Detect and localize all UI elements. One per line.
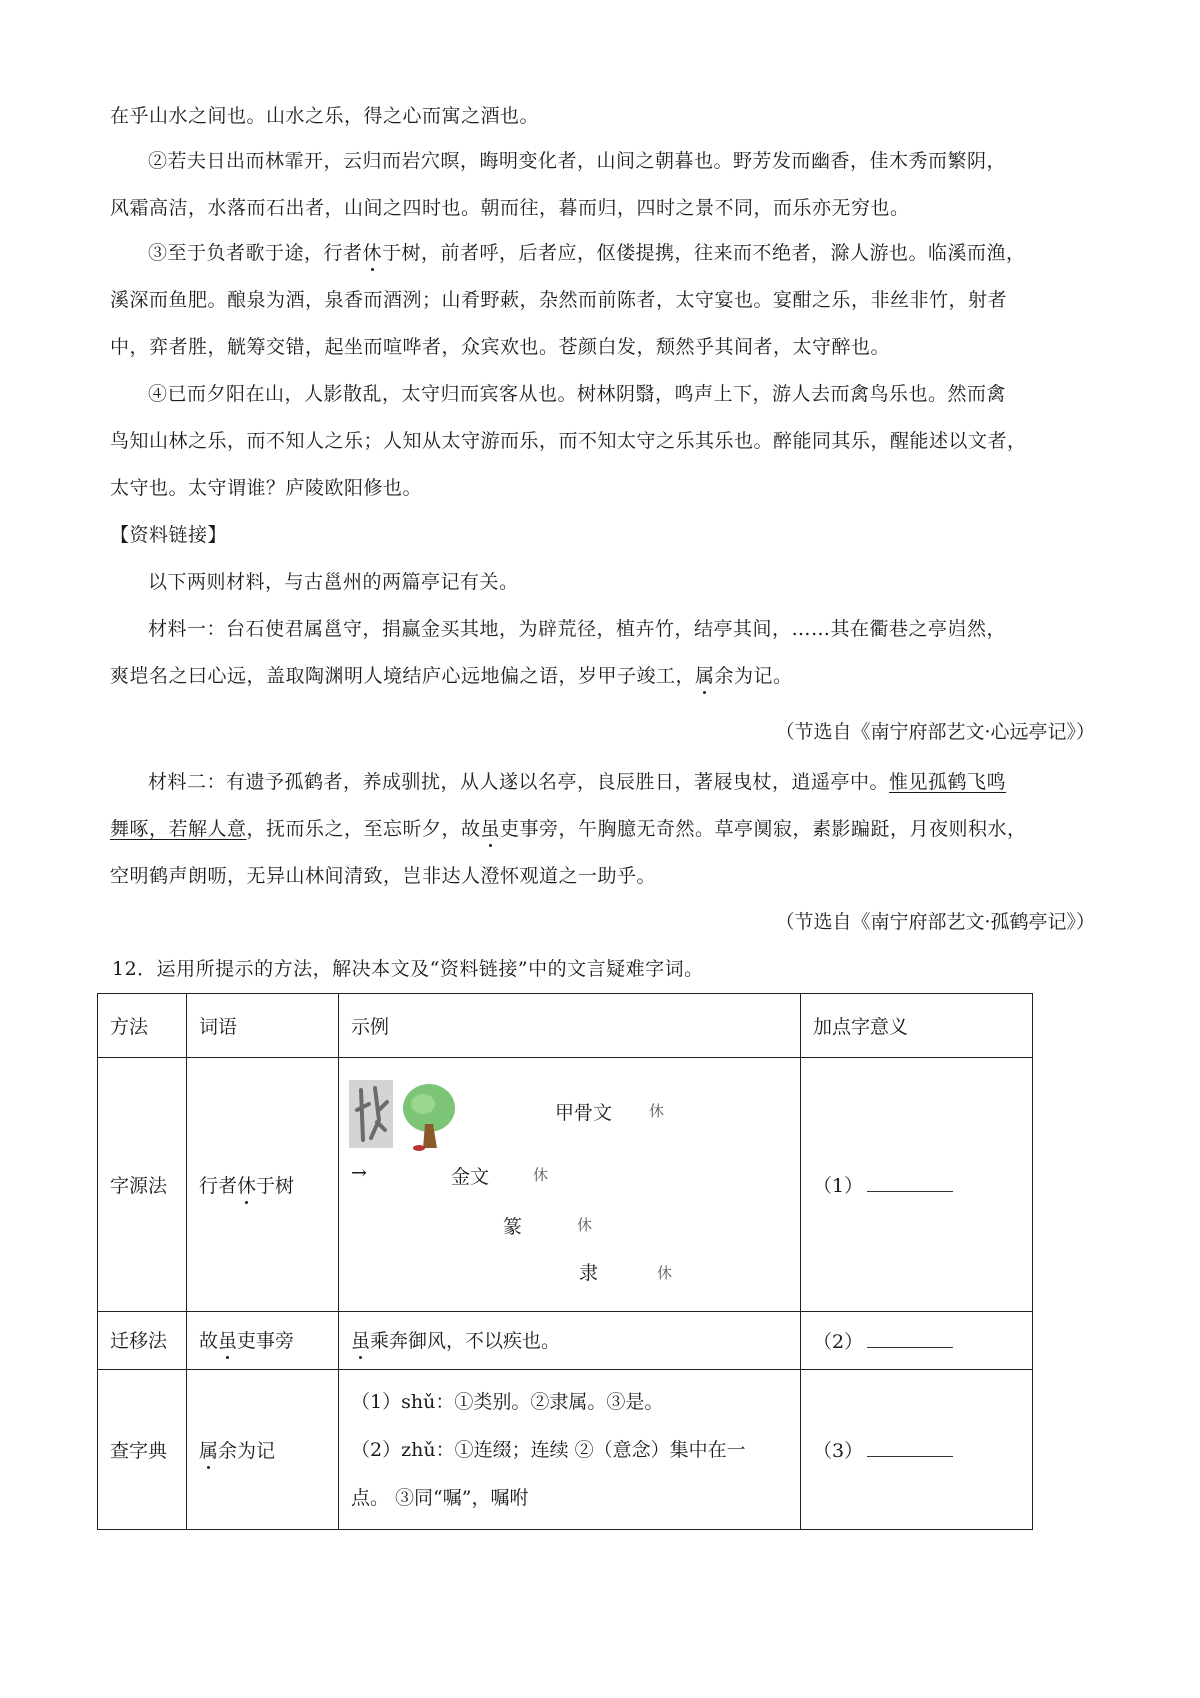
answer-label: （3） [813,1440,864,1462]
passage-line: 中，弈者胜，觥筹交错，起坐而喧哗者，众宾欢也。苍颜白发，颓然乎其间者，太守醉也。 [110,336,891,358]
passage-line: 风霜高洁，水落而石出者，山间之四时也。朝而往，暮而归，四时之景不同，而乐亦无穷也。 [110,197,910,219]
seal-glyph: 休 [577,1215,593,1234]
text-segment: 余为记。 [714,665,793,687]
oracle-glyph: 休 [649,1101,665,1120]
text-segment: 乘奔御风，不以疾也。 [370,1330,561,1352]
header-cell: 加点字意义 [801,994,1033,1058]
table-row [98,1312,1033,1370]
answer-label: （1） [813,1175,864,1197]
material-two-source: （节选自《南宁府部艺文·孤鹤亭记》） [775,911,1095,933]
text-segment: 吏事旁 [237,1330,295,1352]
method-cell: 迁移法 [98,1312,187,1370]
dotted-char: 属 [199,1440,219,1462]
underlined-text: 惟见孤鹤飞鸣 [889,771,1007,793]
text-segment: 材料二：有遗予孤鹤者，养成驯扰，从人遂以名亭，良辰胜日，著屐曳杖，逍遥亭中。 [148,771,890,793]
material-two-line: 空明鹤声朗呖，无异山林间清致，岂非达人澄怀观道之一助乎。 [110,865,657,887]
material-two-line [110,817,1027,841]
method-cell: 查字典 [98,1370,187,1530]
text-segment: 爽垲名之曰心远，盖取陶渊明人境结庐心远地偏之语，岁甲子竣工， [110,665,696,687]
text-segment: 余为记 [218,1440,276,1462]
table-row [98,1058,1033,1312]
clerical-glyph: 休 [657,1263,673,1282]
oracle-label: 甲骨文 [555,1101,613,1124]
passage-line: 太守也。太守谓谁？庐陵欧阳修也。 [110,477,423,499]
section-heading: 【资料链接】 [110,524,228,546]
character-evolution [339,1060,800,1310]
text-segment: 吏事旁，午胸臆无奇然。草亭阒寂，素影蹁跹，月夜则积水， [500,818,1027,840]
dotted-char: 休 [362,242,383,264]
passage-line [148,241,1026,265]
material-one-source: （节选自《南宁府部艺文·心远亭记》） [775,721,1095,743]
text-segment: ③至于负者歌于途，行者 [148,242,363,264]
example-cell [339,1312,801,1370]
bronze-label: 金文 [451,1165,490,1188]
word-cell [187,1058,339,1312]
dotted-char: 虽 [480,818,501,840]
text-segment: 于树 [256,1175,295,1197]
example-cell [339,1058,801,1312]
dotted-char: 属 [695,665,715,687]
dotted-char: 休 [237,1175,257,1197]
arrow-icon: → [351,1161,367,1184]
header-cell: 示例 [339,994,801,1058]
answer-blank[interactable] [867,1333,953,1348]
header-cell: 词语 [187,994,339,1058]
oracle-rubbing-image [349,1080,393,1148]
answer-cell[interactable] [801,1058,1033,1312]
answer-label: （2） [813,1331,864,1353]
answer-blank[interactable] [867,1442,953,1457]
question-stem: 12．运用所提示的方法，解决本文及“资料链接”中的文言疑难字词。 [112,958,704,980]
clerical-label: 隶 [579,1261,599,1284]
dictionary-entry: 点。 ③同“嘱”，嘱咐 [351,1486,529,1509]
link-intro: 以下两则材料，与古邕州的两篇亭记有关。 [148,571,519,593]
word-cell [187,1312,339,1370]
dotted-char: 虽 [218,1330,238,1352]
table-header-row [98,994,1033,1058]
bronze-glyph: 休 [533,1165,549,1184]
text-segment: ，抚而乐之，至忘昕夕，故 [246,818,481,840]
passage-line: 溪深而鱼肥。酿泉为酒，泉香而酒洌；山肴野蔌，杂然而前陈者，太守宴也。宴酣之乐，非丝非竹，射者 [110,289,1008,311]
material-one-line [110,664,793,688]
answer-cell[interactable] [801,1370,1033,1530]
dotted-char: 虽 [351,1330,371,1352]
table-row [98,1370,1033,1530]
dictionary-entry: （2）zhǔ：①连缀；连续 ②（意念）集中在一 [351,1438,746,1461]
word-cell [187,1370,339,1530]
text-segment: 故 [199,1330,219,1352]
passage-line: 在乎山水之间也。山水之乐，得之心而寓之酒也。 [110,105,540,127]
method-cell: 字源法 [98,1058,187,1312]
passage-line: ②若夫日出而林霏开，云归而岩穴暝，晦明变化者，山间之朝暮也。野芳发而幽香，佳木秀而繁阴， [148,150,1007,172]
dictionary-entry: （1）shǔ：①类别。②隶属。③是。 [351,1390,664,1413]
text-segment: 于树，前者呼，后者应，伛偻提携，往来而不绝者，滁人游也。临溪而渔， [382,242,1026,264]
passage-line: 鸟知山林之乐，而不知人之乐；人知从太守游而乐，而不知太守之乐其乐也。醉能同其乐，醒能述以文者， [110,430,1027,452]
material-two-line [148,770,1006,794]
tree-icon [401,1080,457,1152]
example-cell [339,1370,801,1530]
material-one-line: 材料一：台石使君属邕守，捐赢金买其地，为辟荒径，植卉竹，结亭其间，……其在衢巷之亭岿然， [148,618,1007,640]
text-segment: 行者 [199,1175,238,1197]
header-cell: 方法 [98,994,187,1058]
seal-label: 篆 [503,1215,523,1238]
passage-line: ④已而夕阳在山，人影散乱，太守归而宾客从也。树林阴翳，鸣声上下，游人去而禽鸟乐也。然而禽 [148,383,1007,405]
underlined-text: 舞啄，若解人意 [110,818,247,840]
answer-cell[interactable] [801,1312,1033,1370]
answer-blank[interactable] [867,1177,953,1192]
answer-table [97,993,1033,1530]
